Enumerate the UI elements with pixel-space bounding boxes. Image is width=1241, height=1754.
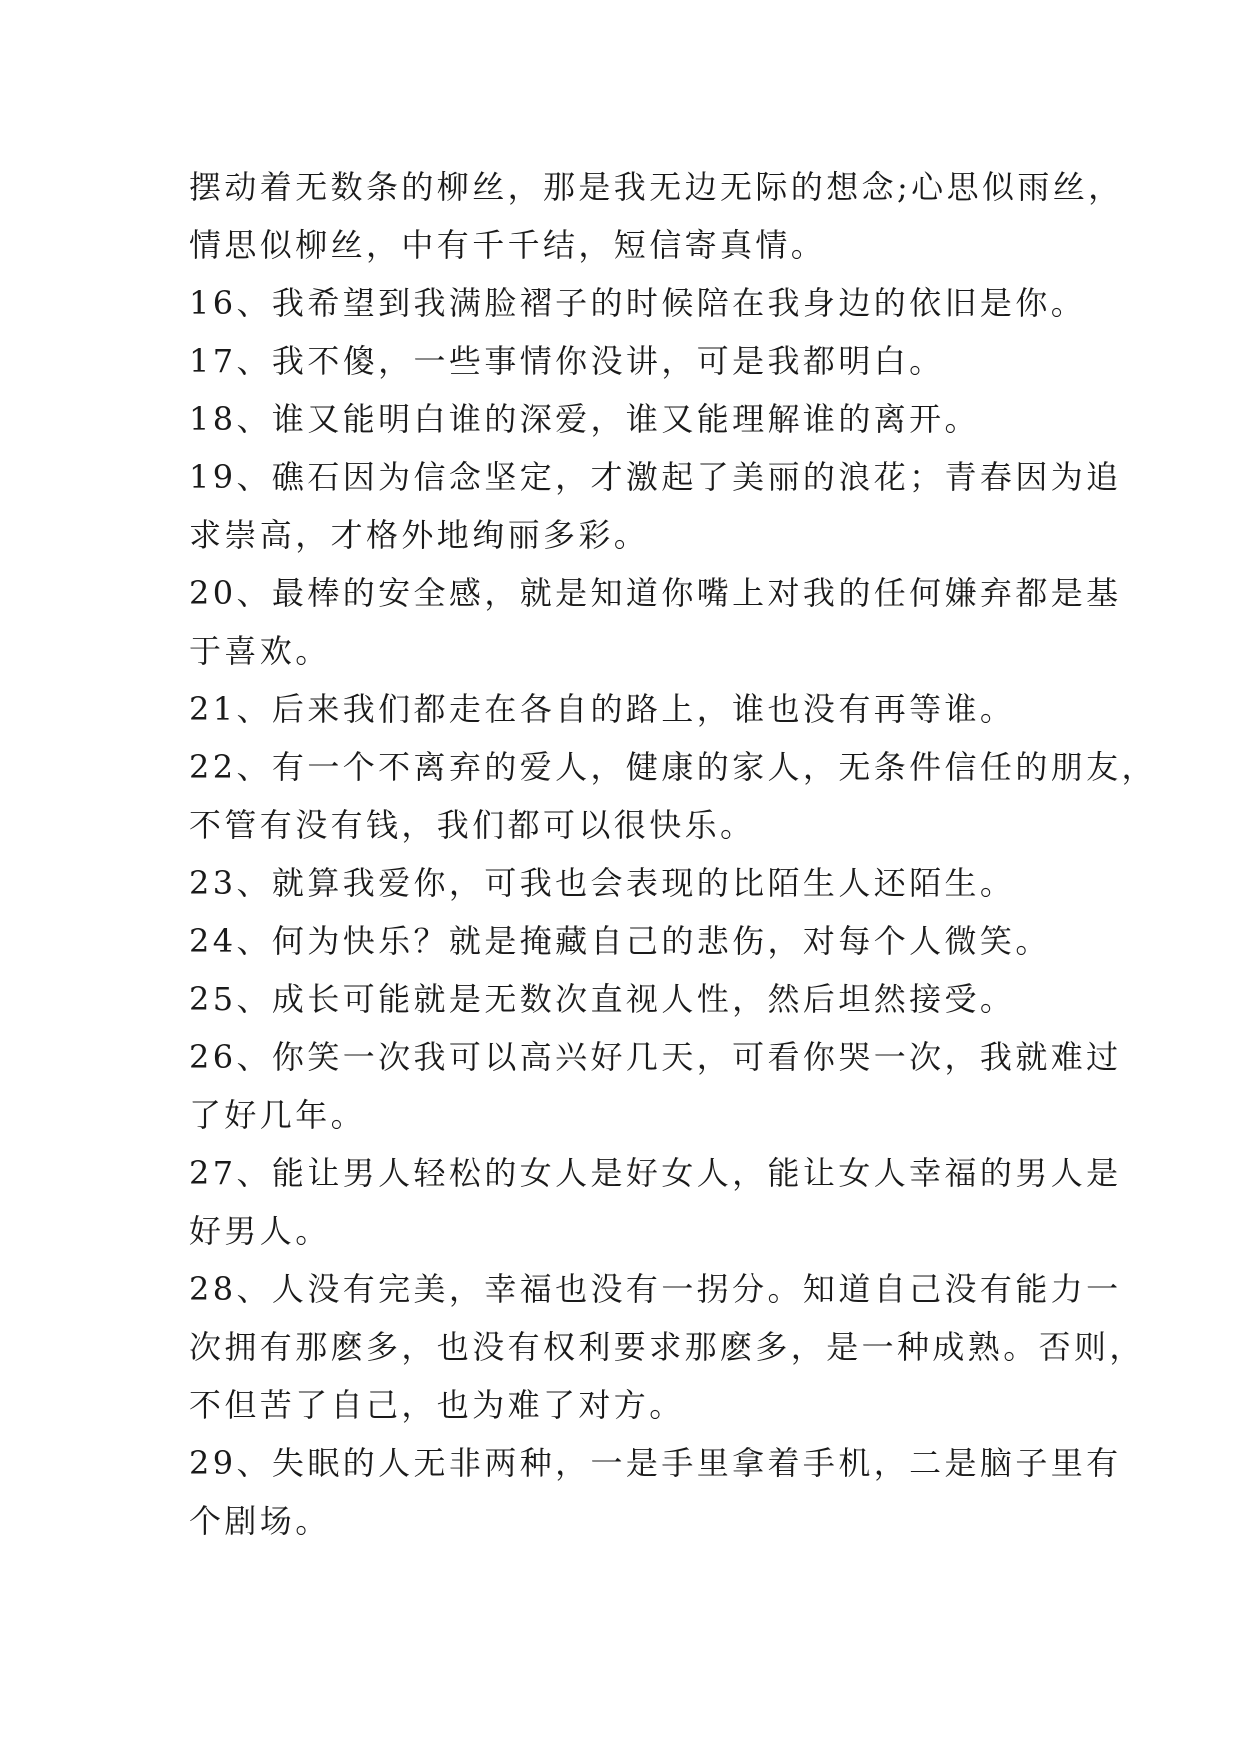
text-line: 了好几年。 (189, 1096, 367, 1134)
paragraph-19 (189, 448, 1122, 564)
text-line: 26、你笑一次我可以高兴好几天，可看你哭一次，我就难过 (189, 1038, 1122, 1076)
paragraph-20 (189, 564, 1122, 680)
text-line: 25、成长可能就是无数次直视人性，然后坦然接受。 (189, 980, 1016, 1018)
text-line: 22、有一个不离弃的爱人，健康的家人，无条件信任的朋友， (189, 748, 1157, 786)
text-line: 20、最棒的安全感，就是知道你嘴上对我的任何嫌弃都是基 (189, 574, 1122, 612)
text-line: 21、后来我们都走在各自的路上，谁也没有再等谁。 (189, 690, 1016, 728)
text-line: 16、我希望到我满脸褶子的时候陪在我身边的依旧是你。 (189, 284, 1087, 322)
text-line: 不但苦了自己，也为难了对方。 (189, 1386, 685, 1424)
paragraph-26 (189, 1028, 1122, 1144)
paragraph-continued (189, 158, 1124, 274)
text-line: 28、人没有完美，幸福也没有一拐分。知道自己没有能力一 (189, 1270, 1122, 1308)
text-line: 24、何为快乐？就是掩藏自己的悲伤，对每个人微笑。 (189, 922, 1051, 960)
paragraph-29 (189, 1434, 1122, 1550)
paragraph-16 (189, 274, 1087, 332)
paragraph-28 (189, 1260, 1145, 1434)
text-line: 23、就算我爱你，可我也会表现的比陌生人还陌生。 (189, 864, 1016, 902)
text-line: 求崇高，才格外地绚丽多彩。 (189, 516, 650, 554)
paragraph-24 (189, 912, 1069, 970)
text-line: 29、失眠的人无非两种，一是手里拿着手机，二是脑子里有 (189, 1444, 1122, 1482)
text-line: 不管有没有钱，我们都可以很快乐。 (189, 806, 756, 844)
text-line: 次拥有那麽多，也没有权利要求那麽多，是一种成熟。否则， (189, 1328, 1145, 1366)
text-line: 17、我不傻，一些事情你没讲，可是我都明白。 (189, 342, 945, 380)
text-line: 情思似柳丝，中有千千结，短信寄真情。 (189, 226, 827, 264)
text-line: 于喜欢。 (189, 632, 331, 670)
paragraph-21 (189, 680, 1069, 738)
text-line: 18、谁又能明白谁的深爱，谁又能理解谁的离开。 (189, 400, 980, 438)
text-line: 个剧场。 (189, 1502, 331, 1540)
text-line: 好男人。 (189, 1212, 331, 1250)
text-line: 19、礁石因为信念坚定，才激起了美丽的浪花；青春因为追 (189, 458, 1122, 496)
paragraph-23 (189, 854, 1069, 912)
paragraph-17 (189, 332, 1069, 390)
text-line: 27、能让男人轻松的女人是好女人，能让女人幸福的男人是 (189, 1154, 1122, 1192)
text-line: 摆动着无数条的柳丝，那是我无边无际的想念;心思似雨丝， (189, 168, 1124, 206)
paragraph-27 (189, 1144, 1122, 1260)
paragraph-22 (189, 738, 1157, 854)
paragraph-25 (189, 970, 1069, 1028)
paragraph-18 (189, 390, 1069, 448)
document-body (189, 158, 1157, 1550)
